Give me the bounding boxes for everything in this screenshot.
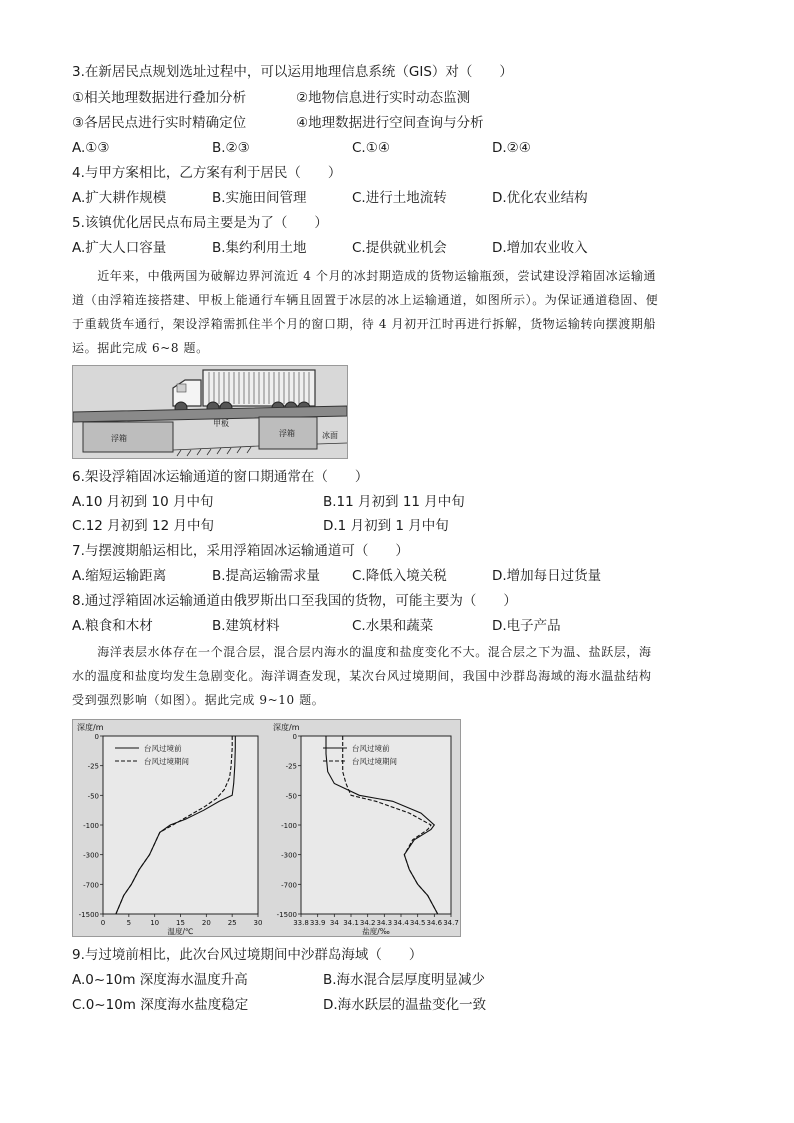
passage-line: 道（由浮箱连接搭建、甲板上能通行车辆且固置于冰层的冰上运输通道，如图所示）。为保证通道稳固、便 [72, 293, 659, 307]
x-axis-label: 盐度/‰ [362, 927, 390, 936]
left-float-box [83, 422, 173, 452]
passage-line: 受到强烈影响（如图）。据此完成 9~10 题。 [72, 693, 325, 707]
x-tick-label: 34.3 [376, 919, 393, 927]
x-tick-label: 34 [329, 919, 339, 927]
passage-line: 海洋表层水体存在一个混合层，混合层内海水的温度和盐度变化不大。混合层之下为温、盐跃层，海 [72, 645, 652, 659]
q8-option-a: A.粮食和木材 [72, 618, 153, 634]
q3-item-4: ④地理数据进行空间查询与分析 [296, 115, 484, 131]
q4-option-a: A.扩大耕作规模 [72, 190, 167, 206]
x-tick-label: 33.8 [293, 919, 309, 927]
passage-line: 运。据此完成 6~8 题。 [72, 341, 209, 355]
pontoon-figure [72, 365, 348, 459]
q4-option-c: C.进行土地流转 [352, 190, 447, 206]
y-tick-label: -300 [281, 851, 297, 860]
q8-stem: 8.通过浮箱固冰运输通道由俄罗斯出口至我国的货物，可能主要为（ ） [72, 593, 517, 609]
q3-item-2: ②地物信息进行实时动态监测 [296, 90, 471, 106]
x-tick-label: 34.6 [426, 919, 443, 927]
passage-line: 水的温度和盐度均发生急剧变化。海洋调查发现，某次台风过境期间，我国中沙群岛海域的海水温盐结构 [72, 669, 652, 683]
q6-option-c: C.12 月初到 12 月中旬 [72, 518, 214, 534]
q7-option-b: B.提高运输需求量 [212, 568, 321, 584]
float-label-left: 浮箱 [111, 434, 127, 443]
q7-option-c: C.降低入境关税 [352, 568, 447, 584]
x-tick-label: 25 [227, 919, 237, 927]
q4-option-d: D.优化农业结构 [492, 190, 588, 206]
y-tick-label: -25 [87, 762, 99, 771]
y-tick-label: -50 [87, 792, 99, 801]
y-tick-label: -25 [285, 762, 297, 771]
x-tick-label: 34.7 [443, 919, 459, 927]
q6-stem: 6.架设浮箱固冰运输通道的窗口期通常在（ ） [72, 469, 369, 485]
q9-stem: 9.与过境前相比，此次台风过境期间中沙群岛海域（ ） [72, 947, 423, 963]
q5-option-b: B.集约利用土地 [212, 240, 307, 256]
q3-option-b: B.②③ [212, 140, 250, 156]
temperature-chart [77, 722, 262, 936]
q3-option-d: D.②④ [492, 140, 531, 156]
y-tick-label: -100 [281, 822, 297, 830]
q9-option-d: D.海水跃层的温盐变化一致 [323, 997, 487, 1013]
x-tick-label: 20 [201, 919, 211, 927]
q8-option-b: B.建筑材料 [212, 618, 280, 634]
pontoon-diagram [73, 366, 347, 458]
q7-option-d: D.增加每日过货量 [492, 568, 602, 584]
q8-option-d: D.电子产品 [492, 618, 561, 634]
q3-option-a: A.①③ [72, 140, 110, 156]
q9-option-c: C.0~10m 深度海水盐度稳定 [72, 997, 249, 1013]
passage-ocean-mixed-layer [72, 640, 724, 712]
q7-stem: 7.与摆渡期船运相比，采用浮箱固冰运输通道可（ ） [72, 543, 409, 559]
q4-option-b: B.实施田间管理 [212, 190, 307, 206]
y-tick-label: -1500 [276, 911, 297, 919]
q5-stem: 5.该镇优化居民点布局主要是为了（ ） [72, 215, 328, 231]
y-tick-label: -1500 [78, 911, 99, 919]
y-tick-label: -100 [83, 822, 99, 830]
q3-stem: 3.在新居民点规划选址过程中，可以运用地理信息系统（GIS）对（ ） [72, 64, 513, 80]
q3-item-1: ①相关地理数据进行叠加分析 [72, 90, 247, 106]
q8-option-c: C.水果和蔬菜 [352, 618, 434, 634]
x-tick-label: 34.1 [343, 919, 359, 927]
y-axis-label: 深度/m [273, 723, 300, 732]
x-tick-label: 34.5 [409, 919, 426, 927]
q5-option-c: C.提供就业机会 [352, 240, 447, 256]
passage-line: 近年来，中俄两国为破解边界河流近 4 个月的冰封期造成的货物运输瓶颈，尝试建设浮箱固冰运输通 [72, 269, 657, 283]
x-tick-label: 0 [100, 919, 106, 927]
q5-option-d: D.增加农业收入 [492, 240, 588, 256]
x-tick-label: 33.9 [309, 919, 326, 927]
q9-option-a: A.0~10m 深度海水温度升高 [72, 972, 248, 988]
deck-label: 甲板 [213, 419, 229, 428]
q6-option-b: B.11 月初到 11 月中旬 [323, 494, 465, 510]
y-tick-label: -300 [83, 851, 99, 860]
temp-salinity-charts [73, 720, 460, 936]
x-tick-label: 30 [253, 919, 263, 927]
y-tick-label: -700 [281, 881, 297, 890]
q4-stem: 4.与甲方案相比，乙方案有利于居民（ ） [72, 165, 342, 181]
y-tick-label: 0 [94, 733, 99, 741]
q6-option-a: A.10 月初到 10 月中旬 [72, 494, 214, 510]
legend-label: 台风过境期间 [144, 757, 189, 766]
x-tick-label: 34.4 [393, 919, 409, 927]
x-tick-label: 10 [150, 919, 160, 927]
y-axis-label: 深度/m [77, 723, 104, 732]
salinity-chart [273, 722, 459, 936]
y-tick-label: -50 [285, 792, 297, 801]
x-tick-label: 15 [176, 919, 185, 927]
legend-label: 台风过境前 [144, 744, 182, 753]
q3-option-c: C.①④ [352, 140, 390, 156]
q5-option-a: A.扩大人口容量 [72, 240, 167, 256]
passage-line: 于重载货车通行，架设浮箱需抓住半个月的窗口期，待 4 月初开江时再进行拆解，货物运输转向摆渡期船 [72, 317, 657, 331]
float-label-right: 浮箱 [279, 429, 295, 438]
x-tick-label: 34.2 [359, 919, 376, 927]
legend-label: 台风过境期间 [352, 757, 397, 766]
y-tick-label: -700 [83, 881, 99, 890]
legend-label: 台风过境前 [352, 744, 390, 753]
temp-salinity-figure [72, 719, 461, 937]
x-tick-label: 5 [126, 919, 132, 927]
q6-option-d: D.1 月初到 1 月中旬 [323, 518, 449, 534]
q9-option-b: B.海水混合层厚度明显减少 [323, 972, 486, 988]
q3-item-3: ③各居民点进行实时精确定位 [72, 115, 247, 131]
y-tick-label: 0 [292, 733, 297, 741]
passage-ice-transport [72, 264, 724, 360]
x-axis-label: 温度/℃ [167, 927, 194, 936]
ice-label: 冰面 [322, 431, 338, 440]
q7-option-a: A.缩短运输距离 [72, 568, 167, 584]
